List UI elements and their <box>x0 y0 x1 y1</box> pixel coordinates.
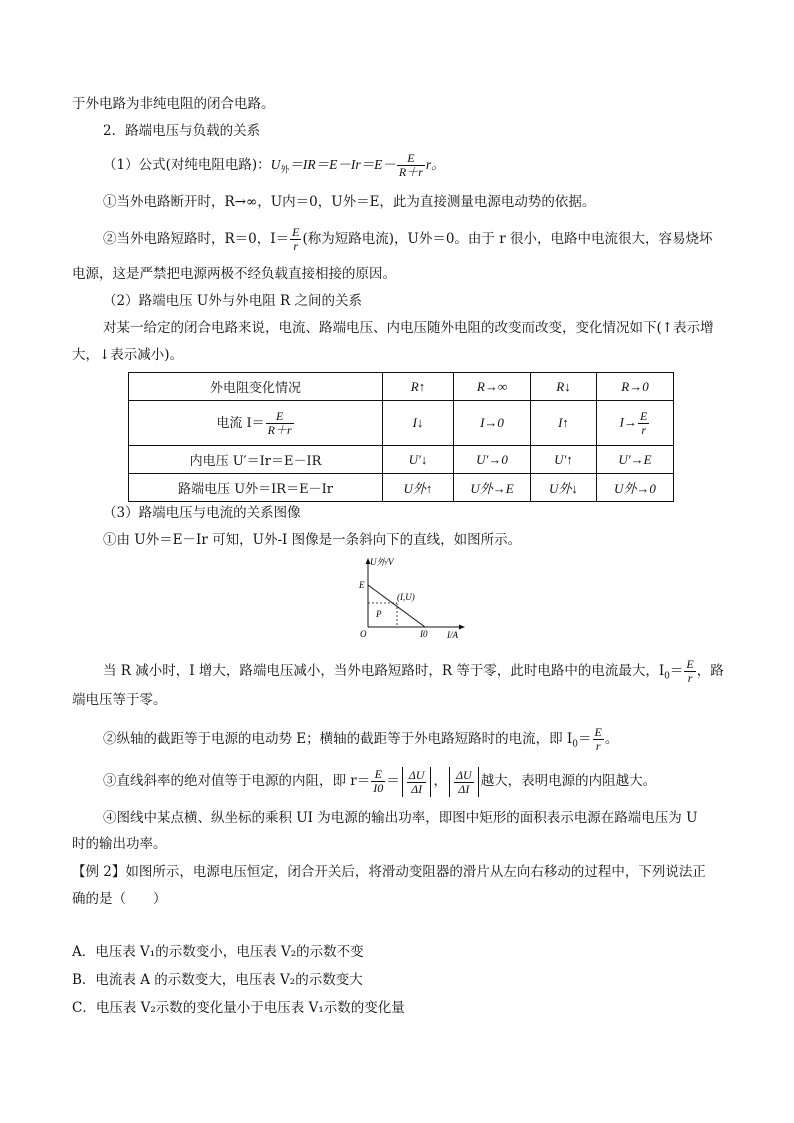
text-line: ④图线中某点横、纵坐标的乘积 UI 为电源的输出功率，即图中矩形的面积表示电源在路端电压为 U <box>103 810 698 826</box>
x-axis-label: I/A <box>447 630 458 640</box>
text-line: 大，↓表示减小)。 <box>72 347 184 363</box>
text-line <box>103 726 618 758</box>
text-line: 于外电路为非纯电阻的闭合电路。 <box>72 96 275 112</box>
y-intercept-label: E <box>359 580 365 590</box>
table-cell: R→0 <box>597 373 674 401</box>
text-line: 电源，这是严禁把电源两极不经负载直接相接的原因。 <box>72 266 396 282</box>
table-cell: I↑ <box>531 401 597 446</box>
table-cell: U外↓ <box>531 474 597 502</box>
text-span: ②当外电路短路时，R＝0，I＝ <box>103 231 290 247</box>
point-label: (I,U) <box>397 592 415 602</box>
section-heading: 2．路端电压与负载的关系 <box>103 123 261 139</box>
x-intercept-label: I0 <box>420 629 428 639</box>
option-c: C．电压表 V₂示数的变化量小于电压表 V₁示数的变化量 <box>72 1000 405 1016</box>
fraction: $\frac{E}{r}$ <box>686 657 694 685</box>
x-axis-arrow <box>459 625 465 630</box>
text-line: 端电压等于零。 <box>72 692 167 708</box>
rect-label: P <box>376 609 382 619</box>
table-cell: R→∞ <box>454 373 531 401</box>
table-cell: U外→E <box>454 474 531 502</box>
table-cell: U′↓ <box>383 446 454 474</box>
table-cell: 外电阻变化情况 <box>129 373 383 401</box>
text-span: ＝ <box>386 773 400 789</box>
y-axis-label: U外/V <box>370 557 394 567</box>
text-span: 。 <box>604 731 619 747</box>
table-row <box>129 373 674 401</box>
table-row <box>129 401 674 446</box>
fraction: $\frac{E}{R+r}$ <box>398 151 423 179</box>
fraction: $\frac{E}{r}$ <box>594 725 602 753</box>
text-span: ＝ <box>578 731 592 747</box>
text-span: ＝ <box>669 663 684 679</box>
text-line <box>103 766 656 797</box>
text-line <box>103 226 712 253</box>
table-cell: U′→E <box>597 446 674 474</box>
text-line: 时的输出功率。 <box>72 836 167 852</box>
formula-prefix: （1）公式(对纯电阻电路)： <box>103 157 271 173</box>
text-line: ①当外电路断开时，R→∞，U内＝0，U外＝E，此为直接测量电源电动势的依据。 <box>103 194 596 210</box>
abs-value: $\frac{\Delta U}{\Delta I}$ <box>402 767 432 797</box>
formula-line <box>103 152 445 184</box>
text-line: 确的是（ ） <box>72 891 167 907</box>
formula-body: ＝IR＝E－Ir＝E－ <box>289 157 396 172</box>
text-line <box>103 658 724 690</box>
formula-sub: 外 <box>280 165 290 176</box>
section-heading: （3）路端电压与电流的关系图像 <box>103 505 301 521</box>
abs-value: $\frac{\Delta U}{\Delta I}$ <box>449 767 479 797</box>
table-cell: U外→0 <box>597 474 674 502</box>
fraction: $\frac{E}{I0}$ <box>373 767 384 795</box>
text-line: ①由 U外＝E－Ir 可知，U外-I 图像是一条斜向下的直线，如图所示。 <box>103 532 522 548</box>
fraction: $\frac{E}{r}$ <box>292 225 300 253</box>
origin-label: O <box>360 629 367 639</box>
text-line: 对某一给定的闭合电路来说，电流、路端电压、内电压随外电阻的改变而改变，变化情况如下(↑表示增 <box>103 320 714 336</box>
example-heading: 【例 2】如图所示，电源电压恒定，闭合开关后，将滑动变阻器的滑片从左向右移动的过程中，下列说法正 <box>72 864 706 880</box>
text-span: 越大，表明电源的内阻越大。 <box>480 773 657 789</box>
table-cell: 内电压 U′＝Ir＝E－IR <box>129 446 383 474</box>
table-cell: U外↑ <box>383 474 454 502</box>
option-a: A．电压表 V₁的示数变小，电压表 V₂的示数不变 <box>72 944 364 960</box>
table-cell: 电流 I＝ $\frac{E}{R+r}$ <box>129 401 383 446</box>
text-span: ，路 <box>696 663 724 679</box>
table-cell: U′↑ <box>531 446 597 474</box>
table-cell: I→ $\frac{E}{r}$ <box>597 401 674 446</box>
formula-u: U <box>270 157 281 172</box>
subscript: 0 <box>572 739 579 750</box>
table-cell: R↓ <box>531 373 597 401</box>
text-span: ， <box>433 773 447 789</box>
table-row <box>129 446 674 474</box>
formula-tail: r。 <box>425 157 445 172</box>
ui-graph <box>350 555 470 640</box>
table-cell: R↑ <box>383 373 454 401</box>
text-span: 当 R 减小时，I 增大，路端电压减小，当外电路短路时，R 等于零，此时电路中的电流最大，I <box>103 663 665 679</box>
text-span: ③直线斜率的绝对值等于电源的内阻，即 r＝ <box>103 773 371 789</box>
table-cell: I→0 <box>454 401 531 446</box>
relation-table <box>128 372 674 502</box>
text-span: ②纵轴的截距等于电源的电动势 E；横轴的截距等于外电路短路时的电流，即 I <box>103 731 573 747</box>
section-heading: （2）路端电压 U外与外电阻 R 之间的关系 <box>103 293 363 309</box>
table-cell: 路端电压 U外＝IR＝E－Ir <box>129 474 383 502</box>
table-row <box>129 474 674 502</box>
table-cell: I↓ <box>383 401 454 446</box>
table-cell: U′→0 <box>454 446 531 474</box>
subscript: 0 <box>664 671 670 682</box>
option-b: B．电流表 A 的示数变大，电压表 V₂的示数变大 <box>72 972 363 988</box>
text-span: (称为短路电流)，U外＝0。由于 r 很小，电路中电流很大，容易烧坏 <box>302 231 713 247</box>
